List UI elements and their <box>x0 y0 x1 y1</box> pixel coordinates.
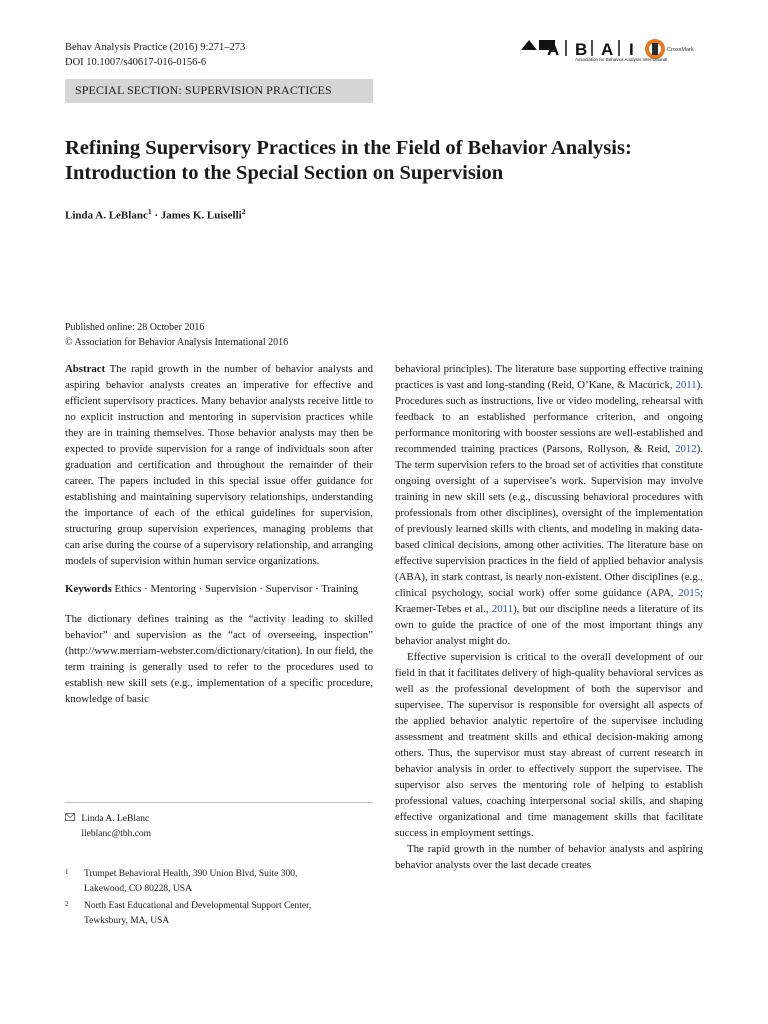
body-text: ), but our discipline needs a literature of its own to guide the practice of one of the most important things any behavior analyst might do. <box>395 603 704 647</box>
svg-text:A: A <box>547 40 560 59</box>
affiliation-1 <box>65 867 365 897</box>
abai-logo <box>519 36 705 70</box>
citation-link[interactable]: 2011 <box>491 603 514 615</box>
author-1[interactable]: Linda A. LeBlanc <box>65 209 148 222</box>
svg-text:A: A <box>601 40 614 59</box>
right-column <box>395 361 703 873</box>
body-paragraph-intro: The dictionary defines training as the “activity leading to skilled behavior” and supervision as the “act of overseeing, inspection” (http://www.merriam-webster.com/dictionary/citation). In our field, the term training is generally used to refer to the procedures used to establish new skill sets (e.g., implementation of a specific procedure, knowledge of basic <box>65 613 373 705</box>
author-1-affil: 1 <box>147 207 152 216</box>
svg-text:B: B <box>575 40 588 59</box>
section-banner: SPECIAL SECTION: SUPERVISION PRACTICES <box>65 79 373 103</box>
correspondence-email[interactable]: lleblanc@tbh.com <box>81 829 152 839</box>
body-text: behavioral principles). The literature base supporting effective training practices is vast and long-standing (Reid, O’Kane, & Macurick, <box>395 363 703 391</box>
published-date: Published online: 28 October 2016 <box>65 322 205 333</box>
crossmark-label[interactable]: CrossMark <box>667 47 694 53</box>
abstract-label: Abstract <box>65 363 106 375</box>
abstract-text: The rapid growth in the number of behavior analysts and aspiring behavior analysts creates an imperative for effective and efficient supervisory practices. Many behavior analysts receive little to no explicit instruction and mentoring in supervision practices while they are in training themselves. Those behavior analysts may then be expected to provide supervision for a range of individuals soon after graduation and certification and throughout the remainder of their career. The papers included in this special issue offer guidance for establishing and maintaining supervisory relationships, understanding the importance of each of the ethical guidelines for supervision, structuring group supervision experiences, managing problems that can arise during the course of a supervisory relationship, and arranging models of supervision within human service organizations. <box>65 363 373 567</box>
journal-citation: Behav Analysis Practice (2016) 9:271–273 <box>65 42 246 53</box>
body-text: ). Procedures such as instructions, live or video modeling, rehearsal with feedback to an established performance criterion, and ongoing performance monitoring with booster sessions are well-established and recommended training practices (Parsons, Rollyson, & Reid, <box>395 379 703 455</box>
keywords-label: Keywords <box>65 583 112 595</box>
body-text: ). The term supervision refers to the broad set of activities that constitute ongoing oversight of a supervisee’s work. Supervision may involve training in new skill sets (e.g., discussing behavioral procedures with professionals from other disciplines), oversight of the implementation of previously learned skills with clients, and modeling in making data-based clinical decisions, among other activities. The literature base on effective supervision practices in the field of applied behavior analysis (ABA), in stark contrast, is nearly non-existent. Other disciplines (e.g., clinical psychology, social work) offer some guidance (APA, <box>395 443 703 599</box>
body-paragraph-3: The rapid growth in the number of behavior analysts and aspiring behavior analysts over the last decade creates <box>395 843 703 871</box>
correspondence <box>65 812 151 842</box>
affiliation-line: Trumpet Behavioral Health, 390 Union Blvd, Suite 300, <box>84 869 298 879</box>
title-line-1: Refining Supervisory Practices in the Field of Behavior Analysis: <box>65 137 632 159</box>
author-list <box>65 207 245 222</box>
affiliation-number: 2 <box>65 900 69 908</box>
footnote-divider <box>65 802 373 803</box>
journal-meta <box>65 40 245 70</box>
affiliation-line: North East Educational and Developmental Support Center, <box>84 901 312 911</box>
abstract <box>65 361 373 569</box>
correspondence-name: Linda A. LeBlanc <box>81 814 150 824</box>
mail-icon <box>65 812 79 827</box>
left-column <box>65 361 373 707</box>
body-text: ; Kraemer-Tebes et al., <box>395 587 703 615</box>
logo-caption: Association for Behavior Analysis International <box>575 57 668 62</box>
citation-link[interactable]: 2015 <box>678 587 700 599</box>
body-paragraph-2: Effective supervision is critical to the overall development of our field in that it facilitates delivery of high-quality behavioral services as well as the professional development of both the supervisor and supervisee. The supervisor is responsible for oversight all aspects of the applied behavior analytic repertoire of the supervisee including assessment and treatment skills and ethical decision-making among others. Thus, the supervisor must stay abreast of current research in behavior analysis in order to effectively support the supervisee. The supervisor also serves the mentoring role of helping to establish professional values, coaching interpersonal social skills, and shaping effective organizational and time management skills that facilitate success in employment settings. <box>395 651 703 839</box>
citation-link[interactable]: 2012 <box>675 443 697 455</box>
affiliation-2 <box>65 899 365 929</box>
svg-text:I: I <box>629 40 634 59</box>
body-paragraph-1 <box>395 361 703 649</box>
affiliation-line: Tewksbury, MA, USA <box>84 916 170 926</box>
citation-link[interactable]: 2011 <box>675 379 697 391</box>
author-2-affil: 2 <box>241 207 246 216</box>
author-2[interactable]: James K. Luiselli <box>160 209 242 222</box>
article-title <box>65 136 705 186</box>
doi: DOI 10.1007/s40617-016-0156-6 <box>65 57 207 68</box>
affiliation-line: Lakewood, CO 80228, USA <box>84 884 192 894</box>
keywords <box>65 581 373 597</box>
affiliation-number: 1 <box>65 868 69 876</box>
keywords-text: Ethics · Mentoring · Supervision · Supervisor · Training <box>114 583 359 595</box>
copyright: © Association for Behavior Analysis International 2016 <box>65 336 289 348</box>
author-separator: · <box>151 209 161 222</box>
title-line-2: Introduction to the Special Section on Supervision <box>65 162 504 184</box>
crossmark-icon <box>645 39 665 59</box>
publication-meta <box>65 321 288 350</box>
